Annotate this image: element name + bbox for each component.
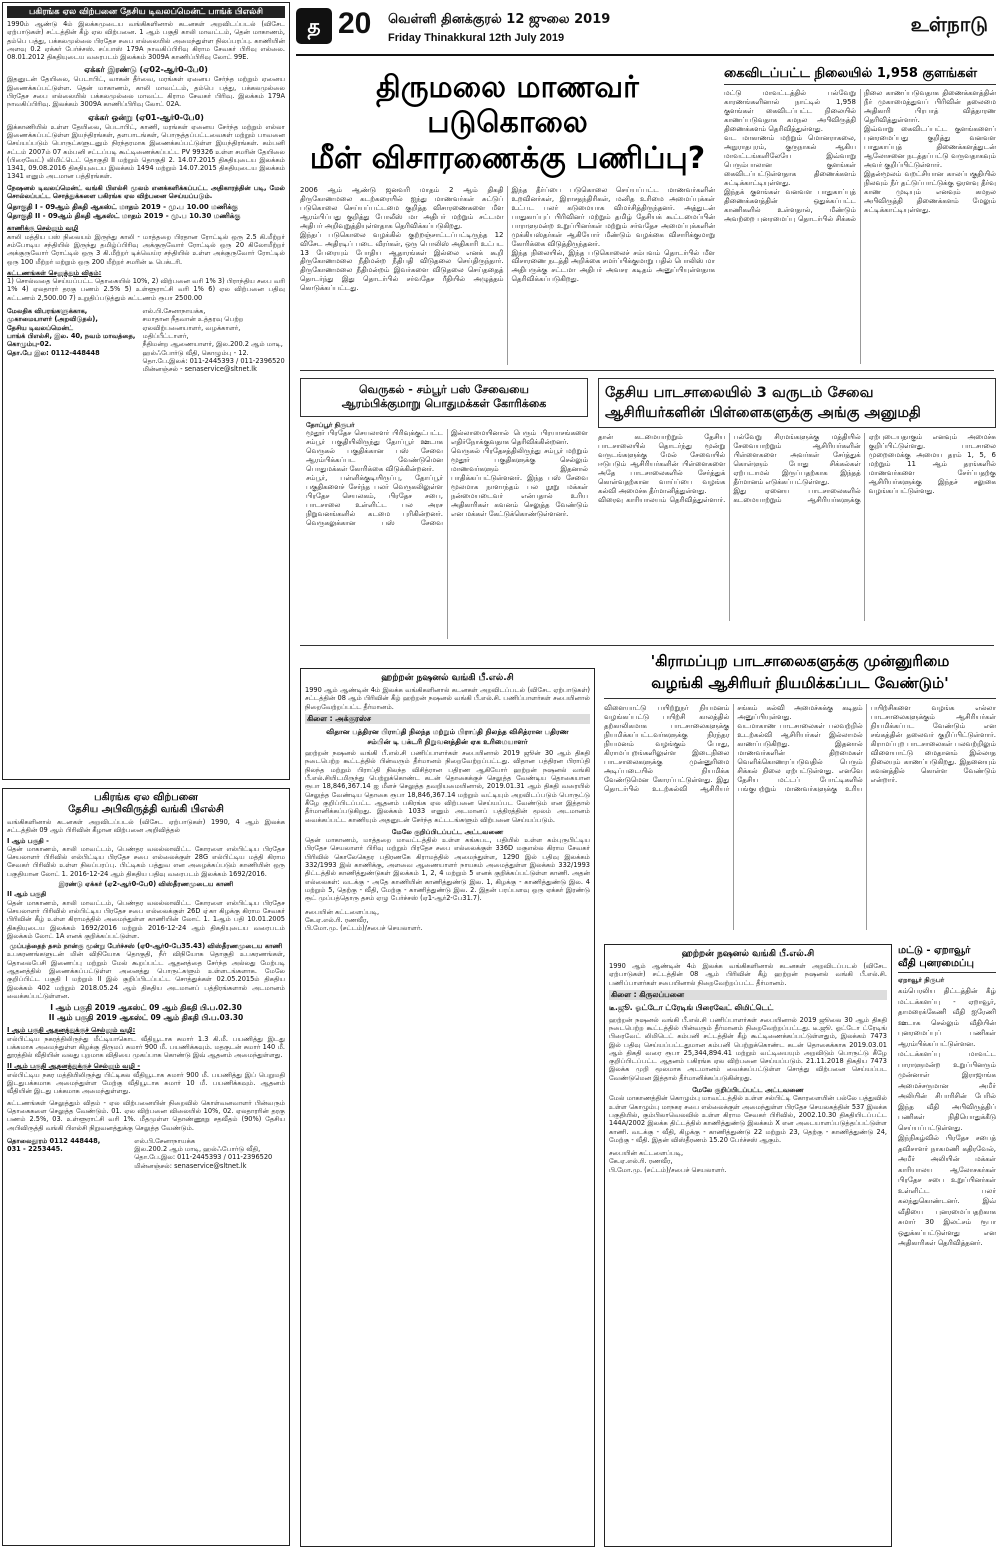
- notice-body: தென் மாகாணம், காலி மாவட்டம், பெண்தர வலல்லாவிட்ட கோரளை எல்பிட்டிய பிரதேச செயலாளர் பிரிவில் எல்பிட்டிய பிரதேச சபை எல்லைக்குள் 28G எல்பிட்டிய மத்தி கிராம சேவகர் பிரிவில் உள்ள நிலப்பரப்பு. பிட்டிகம் பத்துவ என அழைக்கப்படும் காணியின் ஒரு பகுதியான லோட் 1. 2016-12-24 ஆம் திகதிய பதிவு வரைபடம் இலக்கம் 1692/2016.: [7, 844, 285, 878]
- road-body: கம்பெரலிய திட்டத்தின் கீழ் மட்டக்களப்பு - ஏறாவூர், தாமரைக்கேணி வீதி ஐரேணி ஊடாக செல்லும் வீதியின் புனரமைப்புப் பணிகள் ஆரம்பிக்கப்பட்டுள்ளன. மட்டக்களப்பு மாவட்ட பாராளுமன்ற உறுப்பினரும் முன்னாள் இராஜாங்க அமைச்சருமான அமீர் அலியின் சிபாரிசின் பேரில் இந்த வீதி அபிவிருத்திப் பணிகள் நிதியொதுக்கீடு செய்யப்பட்டுள்ளது. இந்நிகழ்வில் பிரதேச சபைத் தவிசாளர் நாகமணி கதிரவேல், அமீர் அலியின் மக்கள் காரியாலய ஆலோசகர்கள் பிரதேச சபை உறுப்பினர்கள் உள்ளிட்ட பலர் கலந்துகொண்டனர். இவ் வீதியை புனரமைப்பதற்காக சுமார் 30 இலட்சம் ரூபா ஒதுக்கப்பட்டுள்ளது என அதிகாரிகள் தெரிவித்தனர்.: [898, 987, 996, 1248]
- teacher-body: தான் கடமையாற்றும் தேசிய பாடசாலையில் தொடர்ந்து மூன்று வருடங்களுக்கு மேல் சேவையில் ஈடுபடும் ஆசிரியர்களின் பிள்ளைகளை அதே பாடசாலைகளில் சேர்த்துக் கொள்வதற்கான வாய்ப்பை வழங்க கல்வி அமைச்சு தீர்மானித்துள்ளது. விரைவு காரியாலயம் தெரிவித்துள்ளார். பல்வேறு சிரமங்களுக்கு மத்தியில் சேவையாற்றும் ஆசிரியர்களின் பிள்ளைகளை அவர்கள் சேர்த்துக் கொள்ளும் போது சிக்கல்கள் ஏற்படாமல் இருப்பதற்காக இந்தத் தீர்மானம் எடுக்கப்பட்டுள்ளது. இது ஏனைய பாடசாலைகளில் கடமையாற்றும் ஆசிரியர்களுக்கு ஏற்புடையதாகும் எனவும் அமைச்சு குறிப்பிட்டுள்ளது. பாடசாலை முறைமைக்கு அமைய தரம் 1, 5, 6 மற்றும் 11 ஆம் தரங்களில் மாணவர்களை சேர்ப்பதற்கு ஆசிரியர்களுக்கு இந்தச் சலுகை வழங்கப்பட்டுள்ளது.: [598, 433, 996, 504]
- divider: [300, 370, 994, 371]
- lead-headline: திருமலை மாணவர் படுகொலை மீள் விசாரணைக்கு பணிப்பு?: [309, 70, 706, 176]
- road-headline: மட்டு - ஏறாவூர் வீதி புனரமைப்பு: [898, 944, 996, 973]
- notice-body: உபகரணங்களுடன் மின் விநியோக தொகுதி, நீர் விநியோக தொகுதி உபகரணங்கள், தொலைபேசி இணைப்பு மற்றும் மேல் கூறப்பட்ட ஆதனத்தை சேர்ந்த அல்லது மேற்படி ஆதனத்தில் இணைக்கப்பட்டுள்ள அனைத்து பொருட்களும் உள்ளடங்களாக. மேலே குறிப்பிட்ட பகுதி I மற்றும் II இல் குறிப்பிடப்பட்ட சொத்துக்கள் 02.05.2015ம் திகதிய இலக்கம் 402 மற்றும் 2018.05.24 ஆம் திகதிய அடமானப் பத்திரங்களால் அடமானம் வைக்கப்பட்டுள்ளன.: [7, 950, 285, 1000]
- notice-body: இதனுடன் தேயிலை, பெடாபிட், வாகன் தீர்வை, மரங்கள் ஏனைய சேர்ந்த மற்றும் ஏனைய இணைக்கப்பட்டுள்ள. தென் மாகாணம், காலி மாவட்டம், தம்பெ பத்து, பக்கலமுல்லை பிரதேச சபை எல்லையில் பக்கலமுல்லை மாவட்ட கிராம சேவகர் பிரிவு. இலக்கம் 179A நாவகிப்பிரிவு. இலக்கம் 3009A காணிப்பிரிவு லோட் 02A.: [7, 75, 285, 109]
- directions: எல்பிட்டிய நகர மத்தியிலிருந்து பிட்டிகல வீதியூடாக சுமார் 900 மீ. பயணித்து இப் பெறுமதி இடதுபக்கமாக அமைந்துள்ள மேற்கு வீதியூடாக சுமார் 10 மீ. பயணிக்கவும். ஆதனம் வீதியின் இடது பக்கமாக அமைந்துள்ளது.: [7, 1070, 285, 1096]
- branch-label: கிளை : கிருலப்பனை: [609, 990, 887, 1000]
- signature-block: சபையின் கட்டளைப்படி, கே.ஏ.எல்.ரி. ரணவீர, பி.மோ.மு. (சட்டம்)/சபைச் செயலாளர்.: [305, 907, 423, 933]
- notice-body: தென் மாகாணம், காலி மாவட்டம், பெண்தர வலல்லாவிட்ட கோரளை எல்பிட்டிய பிரதேச செயலாளர் பிரிவில் எல்பிட்டிய பிரதேச சபை எல்லைக்குள் 26D ஏ்கா கிழக்கு கிராம சேவகர் பிரிவின் கீழ் உள்ள கிராமத்தில் அமைந்துள்ள காணியின் லோட் 1. 1ஆம் பதி 10.01.2005 திகதியுடைய இலக்கம் 1692/2016 மற்றும் 2016-12-24 ஆம் திகதியுடைய வரைபடம் இலக்கம் லோட் 1A எனக் குறிக்கப்பட்டுள்ள.: [7, 898, 285, 940]
- auction-dates: தொகுதி I - 09ஆம் திகதி ஆகஸ்ட் மாதம் 2019 - மு.ப 10.00 மணிக்கு தொகுதி II - 09ஆம் திகதி ஆகஸ்ட் மாதம் 2019 - மு.ப 10.30 மணிக்கு: [7, 203, 241, 221]
- newspaper-logo: த: [296, 8, 332, 44]
- notice-body: இக்காணியில் உள்ள தேயிலை, பெடாபிட், காணி, மரங்கள் ஏனைய சேர்ந்த மற்றும் எல்லா இணைக்கப்பட்டுள்ள இயந்திரங்கள், தளபாடங்கள், பொருத்தப்பட்டவைகள் மற்றும் பாவனை செய்யப்படும் பொருட்களுடனும் நிரந்தரமாக இணைக்கப்பட்டுள்ள இயந்திரங்கள். கம்பனி சட்டம் 2007ம் 07 கம்பனி சட்டப்படி கூட்டிணைக்கப்பட்ட PV 99326 உள்ள சமரின் தேயிலை (பிரைவேட்) லிமிட்டெட் தொகுதி II மற்றும் தொகுதி 2. 14.07.2015 திகதியுடைய இலக்கம் 1341, 09.08.2016 திகதியுடைய இலக்கம் 1494 மற்றும் 14.07.2015 திகதியுடைய இலக்கம் 1341 எனும் அடமான பத்திரங்கள்.: [7, 122, 285, 181]
- byline: தோப்பூர் நிருபர்: [306, 420, 355, 429]
- teacher-story: [598, 378, 996, 640]
- borrower-title: விதான பத்திரன பிராப்தி நிலந்த மற்றும் பிராப்தி நிலந்த விசித்ரான பதிரண சம்பின் டி பக்டரி நிறுவனத்தின் ஏக உரிமையாளர்: [326, 727, 569, 746]
- part-label: I ஆம் பகுதி -: [7, 836, 49, 845]
- part-label: II ஆம் பகுதி: [7, 890, 47, 899]
- bus-body: மூதூர் பிரதேச செயலாளர் பிரிவுக்குட்பட்ட சம்பூர் பகுதியிலிருந்து தோப்பூர் ஊடாக வெருகல் பகுதிக்கான பஸ் சேவை ஆரம்பிக்கப்பட வேண்டுமென பொதுமக்கள் கோரிக்கை விடுக்கின்றனர். சம்பூர், பள்ளிக்குடியிருப்பு, தோப்பூர் பகுதிகளைச் சேர்ந்த பலர் வெருகலிலுள்ள பிரதேச செயலகம், பிரதேச சபை, பாடசாலை உள்ளிட்ட பல அரச நிறுவனங்களில் கடமை புரிகின்றனர். வெருகலுக்கான பஸ் சேவை இல்லாமையினால் பெரும் பிரயாசங்களை எதிர்நோக்குவதாக தெரிவிக்கின்றனர். வெருகல் பிரதேசத்திலிருந்து சம்பூர் மற்றும் மூதூர் பகுதிகளுக்கு செல்லும் மாணவர்களும் இதனால் பாதிக்கப்பட்டுள்ளனர். இந்த பஸ் சேவை மூலமாக நாளாந்தம் பல நூறு மக்கள் நன்மையடைவர் என்பதால் உரிய அதிகாரிகள் கவனம் செலுத்த வேண்டும் என மக்கள் கேட்டுக்கொண்டுள்ளனர்.: [306, 428, 588, 527]
- notice-body: 1990ம் ஆண்டு 4ம் இலக்கமுடைய வங்கிகளினால் கடனகள் அறவிடப்படல் (விசேட ஏற்பாடுகள்) சட்டத்தின் கீழ் ஏல விற்பனை. 1 ஆம் பகுதி காலி மாவட்டம், தென் மாகாணம், தம்பெ பத்து, பக்கலமுல்லை பிரதேச சபை எல்லையில் அமைந்துள்ள நிலப்பரப்பு. காணியின் அளவு 0.2 ஏக்கர் பேர்ச்சஸ். சப்பாஸ் 179A நாவகிப்பிரிவு கிராம சேவகர் பிரிவு எல்லை. 08.01.2012 திகதியுடைய வரைபடம் இலக்கம் 3009A காணிப்பிரிவு லோட் 99E.: [7, 20, 285, 62]
- divider: [300, 645, 994, 646]
- schedule-title: மேலே குறிப்பிடப்பட்ட அட்டவணை: [391, 827, 504, 836]
- rural-school-story: [604, 650, 996, 938]
- payment-terms: கட்டணங்கள் செலுத்தும் விதம் - ஏல விற்பனையின் நிறைவில் கொள்வனவாளர் பின்வரும் தொகைகளை செலுத்த வேண்டும். 01. ஏல விற்பனை விலையில் 10%, 02. ஏலதாரரின் தரகு பணம் 2.5%, 03. உள்ளூராட்சி வரி 1%. மீதமுள்ள தொண்ணூறு சதவீதம் (90%) தேசிய அபிவிருத்தி வங்கி பிஎல்சி நிறுவனத்துக்கு செலுத்த வேண்டும்.: [7, 1098, 285, 1132]
- contact-bank: தொலைதூரம் 0112 448448, 031 - 2253445.: [7, 1136, 101, 1154]
- notice-body: ஹற்றன் நஷனல் வங்கி பீ.எல்.சி பணிப்பாளர்கள் சபையினால் 2019 ஜூன் 30 ஆம் திகதி நடைபெற்ற கூட்டத்தில் பின்வரும் தீர்மானம் நிறைவேற்றப்பட்டது. விதான பத்திரன பிராப்தி நிலந்த மற்றும் பிராப்தி நிலந்த விசித்ரான பதிரண ஆகியோர் ஹற்றன் நஷனல் வங்கி பீ.எல்.சியிடமிருந்து பெற்றுக்கொண்ட கடன் தொகைக்குச் செலுத்த வேண்டிய தொகையான ரூபா 18,846,367.14 ஐ மீளச் செலுத்த தவறியமையினால், 2019.01.31 ஆம் திகதி வரையில் செலுத்த வேண்டிய தொகை ரூபா 18,846,367.14 மற்றும் வட்டியும் அறவிடப்படும் பொருட்டு கீழே குறிப்பிடப்பட்ட ஆதனம் பகிரங்க ஏல விற்பனை செய்யப்பட வேண்டும் என இத்தால் தீர்மானிக்கப்படுகிறது. இலக்கம் 1033 எனும் அடமானப் பத்திரத்தின் மூலம் அடமானம் வைக்கப்பட்ட காணியும் அதனுடன் சேர்ந்த கட்டடங்களும் விற்பனை செய்யப்படும்.: [305, 749, 590, 824]
- directions: எல்பிட்டிய நகரத்திலிருந்து மீட்டியாகொட வீதியூடாக சுமார் 1.3 கி.மீ. பயணித்து இடது பக்கமாக அமைந்துள்ள கிழக்கு திருமப் சுமார் 900 மீ. பயணிக்கவும். மதகுடன் சுமார் 140 மீ. தூரத்தில் வீதியின் வலது புறமாக விதியை முகப்பாக கொண்டு இவ் ஆதனம் அமைந்துள்ளது.: [7, 1034, 285, 1060]
- page-header: [296, 6, 994, 54]
- notice-subheading: முப்பத்தைந் தசம் நான்கு மூன்று பேர்ச்சஸ் (ஏ0-ஆர்0-பே35.43) விஸ்தீரணமுடைய காணி: [9, 942, 283, 951]
- auction-notice-ndb: [2, 2, 290, 780]
- auction-dates: I ஆம் பகுதி 2019 ஆகஸ்ட் 09 ஆம் திகதி பி.ப.02.30 II ஆம் பகுதி 2019 ஆகஸ்ட் 09 ஆம் திகதி பி.ப.03.30: [48, 1003, 244, 1023]
- notice-intro: வங்கிகளினால் கடனகள் அறவிடப்படல் (விசேட ஏற்பாடுகள்) 1990, 4 ஆம் இலக்க சட்டத்தின் 09 ஆம் பிரிவின் கீழான விற்பனை அறிவித்தல்: [7, 818, 285, 835]
- notice-subheading: ஏக்கர் ஒன்று (ஏ01-ஆர்0-பே0): [88, 112, 204, 122]
- notice-body: ஹற்றன் நஷனல் வங்கி பீ.எல்.சி பணிப்பாளர்கள் சபையினால் 2019 ஜூலை 30 ஆம் திகதி நடைபெற்ற கூட்டத்தில் பின்வரும் தீர்மானம் நிறைவேற்றப்பட்டது. டீ.ஜூ. ஓட்டோ ட்ரேடிங் பிரைவேட் லிமிடெட் கம்பனி சட்டத்தின் கீழ் கூட்டிணைக்கப்பட்டுள்ளதும், இலக்கம் 7473 இல் பதிவு செய்யப்பட்டதுமான கம்பனி பெற்றுக்கொண்ட கடன் தொகைக்காக 2019.03.01 ஆம் திகதி வரை ரூபா 25,344,894.41 மற்றும் வட்டியையும் அறவிடும் பொருட்டு கீழே குறிப்பிடப்பட்ட ஆதனம் பகிரங்க ஏல விற்பனை செய்யப்படும். 21.11.2018 திகதிய 7473 இலக்க முறி மூலமாக அடமானம் வைக்கப்பட்டுள்ள சொத்து விற்பனை செய்யப்பட வேண்டுமென இத்தால் தீர்மானிக்கப்படுகின்றது.: [609, 1015, 887, 1082]
- notice-subheading: இரண்டு ஏக்கர் (ஏ2-ஆர்0-பே0) விஸ்தீரணமுடைய காணி: [58, 880, 234, 889]
- contact-auctioneer: எல்.பி.சேனாநாயக்க, சமாதான நீதவான் உத்தரவு பெற்ற ஏலவிற்பனையாளர், வழக்காளர், மதிப்பீட்டாளர், நீதிமன்ற ஆணையாளர், இல.200.2 ஆம் மாடி, ஹல்ஃபோர்டு வீதி, கொழும்பு - 12. தொ.பே.இலக்: 011-2445393 / 011-2396520 மின்னஞ்சல் - senaservice@sltnet.lk: [142, 307, 285, 374]
- lead-story: [300, 70, 715, 365]
- bank-name: ஹற்றன் நஷனல் வங்கி பீ.எல்.சி: [681, 949, 815, 959]
- notice-subheading: காணிக்கு செல்லும் வழி: [7, 224, 79, 233]
- teacher-headline: தேசிய பாடசாலையில் 3 வருடம் சேவை ஆசிரியர்களின் பிள்ளைகளுக்கு அங்கு அனுமதி: [598, 378, 996, 428]
- notice-subheading: I ஆம் பகுதி ஆதனத்துக்குச் செல்லும் வழி:: [7, 1026, 136, 1035]
- schedule-body: தென் மாகாணம், மாத்தறை மாவட்டத்தில் உள்ள கங்கபட, பதியில் உள்ள கம்புருபிட்டிய பிரதேச செயலாளர் பிரிவு மற்றும் பிரதேச சபை எல்லைக்குள் 336D மகுஎல்ல கிராம சேவகர் பிரிவில் கொலேகெதர பதிரணகே கிராமத்தில் அமைந்துள்ள, 1290 இல் பதிவு இலக்கம் 332/1993 இல் காணிக்கு, அளவை ஆணையாளர் நாயகம் அமைத்துள்ள இலக்கம் 332/1993 திட்டத்தில் காணித்துண்டுகள் இலக்கம் 1, 2, 4 மற்றும் 5 எனக் குறிக்கப்பட்டுள்ள காணி. அதன் எல்லைகள்: வடக்கு - அதே காணியின் காணித்துண்டு இல. 1, கிழக்கு - காணித்துண்டு இல. 4 மற்றும் 5, தெற்கு - வீதி, மேற்கு - காணித்துண்டு இல. 2. இதன் பரப்பளவு ஒரு ஏக்கர் இரண்டு ரூட் முப்பத்தொரு தசம் ஏழு பேர்ச்சஸ் (ஏ1-ஆர்2-பே31.7).: [305, 836, 590, 903]
- notice-title: பகிரங்க ஏல விற்பனை தேசிய அபிவிருத்தி வங்கி பிஎல்சி: [68, 792, 224, 815]
- tanks-story: [724, 66, 996, 366]
- directions: காலி மத்திய பஸ் நிலையம் இருந்து காலி - மாத்தறை பிரதான ரோட்டில் ஒரு 2.5 கி.மீற்றர் சம்போடிய சந்தியில் இருந்து தமிழ்ப்பிரிவு அக்குருவோர் ரோட்டில் ஒரு 20 கிலோமீற்றர் அக்குருவோர் ரோட்டில் ஒரு 3 கி.மீற்றர் டிக்வெய்ர சந்தியில் உள்ள அக்குருவோர் ரோட்டில் ஒரு 100 மீற்றர் மற்றும் ஒரு 200 மீற்றர் சமரின் டீ பெக்டரி.: [7, 232, 285, 266]
- notice-title: பகிரங்க ஏல விற்பனை தேசிய டிவலப்மென்ட் பாங்க் பிஎல்சி: [7, 6, 285, 18]
- notice-subheading: ஏக்கர் இரண்டு (ஏ02-ஆர்0-பே0): [84, 65, 208, 75]
- schedule-title: மேலே குறிப்பிடப்பட்ட அட்டவணை: [692, 1086, 804, 1095]
- notice-authority: நேஷனல் டிவலப்மென்ட் வங்கி பிஎல்சி மூலம் எனக்களிக்கப்பட்ட அதிகாரத்தின் படி, மேல் சொல்லப்பட்ட சொத்துக்களை பகிரங்க ஏல விற்பனை செய்யப்படும்.: [7, 183, 285, 201]
- tanks-body: மட்டு மாவட்டத்தில் பல்வேறு காரணங்களினால் நாட்டில் 1,958 குளங்கள் கைவிடப்பட்ட நிலையில் காணப்படுவதாக கமநல அபிவிருத்தி திணைக்களம் தெரிவித்துள்ளது. வட மாகாணம் மற்றும் மொனராகலை, அநுராதபுரம், குருநாகல் ஆகிய மாவட்டங்களிலேயே இவ்வாறு பெரும்பாலான குளங்கள் கைவிடப்பட்டுள்ளதாக திணைக்களம் சுட்டிக்காட்டியுள்ளது. இந்தக் குளங்கள் வனவள பாதுகாப்புத் திணைக்களத்தின் ஒதுக்கப்பட்ட காணிகளில் உள்ளதால், மீண்டும் அவற்றை புனரமைப்பு தொடர்பில் சிக்கல் நிலை காணப்படுவதாக திணைக்களத்தின் நீர் முகாமைத்துவப் பிரிவின் தலைமை அதிகாரி பிரபாத் வித்தாரண தெரிவித்துள்ளார். இவ்வாறு கைவிடப்பட்ட குளங்களைப் புனரமைப்பது குறித்து வனவள பாதுகாப்புத் திணைக்களத்துடன் ஆலோசனை நடத்தப்பட்டு வருவதாகவும் அவர் குறிப்பிட்டுள்ளார். இதன்மூலம் வறட்சியான காலப்பகுதியில் நிலவும் நீர் தட்டுப்பாட்டுக்கு ஓரளவு தீர்வு காண முடியும் எனவும் கமநல அபிவிருத்தி திணைக்களம் மேலும் சுட்டிக்காட்டியுள்ளது.: [724, 89, 996, 224]
- signature-block: சபையின் கட்டளைப்படி, கே.ஏ.எல்.ரி. ரணவீர, பி.மோ.மு. (சட்டம்)/சபைச் செயலாளர்.: [609, 1149, 727, 1174]
- contact-auctioneer: எல்.பி.சேனாநாயக்க இல.200.2 ஆம் மாடி, ஹல்ஃபோர்டு வீதி, தொ.பே.இல: 011-2445393 / 011-2396520 மின்னஞ்சல்: senaservice@sltnet.lk: [134, 1136, 273, 1170]
- payment-terms: 1) சொல்வதை செய்யப்பட்ட தொகையில் 10%, 2) விற்பனை வரி 1% 3) பிராந்திய சபை வரி 1% 4) ஏலதாரர் தரகு பணம் 2.5% 5) உள்ளூராட்சி வரி 1% 6) ஏல விற்பனை பதிவு கட்டணம் 2,500.00 7) உறுதிப்படுத்தும் கட்டணம் ரூபா 2500.00: [7, 277, 285, 302]
- bus-headline: வெருகல் - சம்பூர் பஸ் சேவையை ஆரம்பிக்குமாறு பொதுமக்கள் கோரிக்கை: [300, 378, 588, 417]
- page-number: 20: [338, 7, 372, 40]
- header-date-english: Friday Thinakkural 12th July 2019: [388, 32, 565, 44]
- tanks-headline: கைவிடப்பட்ட நிலையில் 1,958 குளங்கள்: [724, 66, 996, 85]
- notice-intro: 1990 ஆம் ஆண்டின் 4ம் இலக்க வங்கிகளினால் கடனகள் அறவிடப்படல் (விசேட ஏற்பாடுகள்) சட்டத்தின் 08 ஆம் பிரிவின் கீழ் ஹற்றன் நஷனல் வங்கி பீ.எல்.சி. பணிப்பாளர்கள் சபையினால் நிறைவேற்றப்பட்ட தீர்மானம்.: [609, 962, 887, 987]
- rural-headline: 'கிராமப்புற பாடசாலைகளுக்கு முன்னுரிமை வழங்கி ஆசிரியர் நியமிக்கப்பட வேண்டும்': [604, 650, 996, 699]
- header-date-tamil: வெள்ளி தினக்குரல் 12 ஜுலை 2019: [388, 12, 611, 27]
- lead-body: 2006 ஆம் ஆண்டு ஜனவரி மாதம் 2 ஆம் திகதி திருகோணமலை கடற்கரையில் ஐந்து மாணவர்கள் சுட்டுப் படுகொலை செய்யப்பட்டமை குறித்த விசாரணைகளை மீள ஆரம்பிப்பது குறித்து போலீஸ் மா அதிபர் மற்றும் சட்டமா அதிபர் அறிவுறுத்தியுள்ளதாக தெரிவிக்கப்படுகிறது. இந்தப் படுகொலை வழக்கில் குற்றஞ்சாட்டப்பட்டிருந்த 12 விசேட அதிரடிப் படை வீரர்கள், ஒரு பொலிஸ் அதிகாரி உட்பட 13 பேரையும் போதிய ஆதாரங்கள் இல்லை எனக் கூறி திருகோணமலை நீதிமன்ற நீதிபதி விடுதலை செய்திருந்தார். திருகோணமலை நீதிமன்றம் இவர்களை விடுதலை செய்ததைத் தொடர்ந்து இது தொடர்பில் சர்வதேச ரீதியில் அழுத்தம் கொடுக்கப்பட்டது. இந்த தீர்ப்பை படுகொலை செய்யப்பட்ட மாணவர்களின் உறவினர்கள், இராசதந்திரிகள், மனித உரிமை அமைப்புக்கள் உட்பட பலர் கடுமையாக விமர்சித்திருந்தனர். அத்துடன் பாதுகாப்புப் பிரிவினர் மற்றும் தமிழ் தேசியக் கூட்டமைப்பின் பாராளுமன்ற உறுப்பினர்கள் மற்றும் சர்வதேச அமைப்புக்களின் முக்கியஸ்தர்கள் ஆகியோர் மீண்டும் வழக்கை விசாரிக்குமாறு கோரிக்கை விடுத்திருந்தனர். இந்த நிலையில், இந்த படுகொலைச் சம்பவம் தொடர்பில் மீள விசாரணை நடத்தி அறிக்கை சமர்ப்பிக்குமாறு பதில் பொலிஸ் மா அதிபருக்கு சட்டமா அதிபர் அவசர கடிதம் அனுப்பியுள்ளதாக தெரிவிக்கப்படுகிறது.: [300, 186, 715, 293]
- notice-subheading: கட்டணங்கள் செலுத்தும் விதம்:: [7, 268, 102, 277]
- road-story: [898, 944, 996, 1547]
- byline: ஏறாவூர் நிருபர்: [898, 976, 945, 984]
- bus-story: [300, 378, 588, 640]
- notice-intro: 1990 ஆம் ஆண்டின் 4ம் இலக்க வங்கிகளினால் கடனகள் அறவிடப்படல் (விசேட ஏற்பாடுகள்) சட்டத்தின் 08 ஆம் பிரிவின் கீழ் ஹற்றன் நஷனல் வங்கி பீ.எல்.சி. பணிப்பாளர்கள் சபையினால் நிறைவேற்றப்பட்ட தீர்மானம்.: [305, 686, 590, 711]
- header-rule: [296, 54, 994, 56]
- branch-label: கிளை : அக்குரஸ்ச: [305, 714, 590, 724]
- hatton-notice-kirulapone: [604, 944, 892, 1547]
- schedule-body: மேல் மாகாணத்தின் கொழும்பு மாவட்டத்தில் உள்ள சல்பிட்டி கோரளையின் பல்லே பத்துவில் உள்ள கொழும்பு மாநகர சபை எல்லைக்குள் அமைந்துள்ள பிரதேச செயலகத்தின் 537 இலக்க பகுதியில், கும்பிலாவெலவில் உள்ள கிராம சேவகர் பிரிவில், 2002.10.30 திகதியிடப்பட்ட 144A/2002 இலக்க திட்டத்தில் காணித்துண்டு இலக்கம் X என அடையாளப்படுத்தப்பட்டுள்ள காணி. வடக்கு - வீதி, கிழக்கு - காணித்துண்டு 22 மற்றும் 23, தெற்கு - காணித்துண்டு 24, மேற்கு - வீதி. இதன் விஸ்தீரணம் 15.20 பேர்ச்சஸ் ஆகும்.: [609, 1094, 887, 1144]
- notice-subheading: II ஆம் பகுதி ஆதனத்துக்குச் செல்லும் வழி -: [7, 1062, 141, 1071]
- hatton-notice-akuressa: [300, 668, 595, 1547]
- bank-name: ஹற்றன் நஷனல் வங்கி பீ.எல்.சி: [381, 673, 514, 683]
- auction-notice-ndb-2: [2, 788, 290, 1546]
- borrower-title: டீ.ஜூ. ஓட்டோ ட்ரேடிங் பிரைவேட் லிமிட்டெட்: [609, 1003, 774, 1013]
- section-title: உள்நாடு: [910, 12, 988, 36]
- rural-body: விளையாட்டு பயிற்றுநர் நியமனம் வழங்கப்பட்டு பயிற்சி காலத்தில் தற்காலிகமாக பாடசாலைகளுக்கு நியமிக்கப்பட்டவர்களுக்கு நிரந்தர நியமனம் வழங்கும் போது, கிராமப்புறங்களிலுள்ள இடைநிலை பாடசாலைகளுக்கு முன்னுரிமை அடிப்படையில் நியமிக்க வேண்டுமென கோரப்பட்டுள்ளது. இது தொடர்பில் உடற்கல்வி ஆசிரியர் சங்கம் கல்வி அமைச்சுக்கு கடிதம் அனுப்பியுள்ளது. வடமாகாண பாடசாலைகள் பலவற்றில் உடற்கல்வி ஆசிரியர்கள் இல்லாமல் காணப்படுகிறது. இதனால் மாணவர்களின் திறமைகள் வெளிக்கொணரப்படுவதில் பெரும் சிக்கல் நிலை ஏற்பட்டுள்ளது. எனவே தேசிய மட்டப் போட்டிகளில் பங்குபற்றும் மாணவர்களுக்கு உரிய பயிற்சிகளை வழங்க எல்லா பாடசாலைகளுக்கும் ஆசிரியர்கள் நியமிக்கப்பட வேண்டும் என சங்கத்தின் தலைவர் குறிப்பிட்டுள்ளார். கிராமப்புற பாடசாலைகள் பலவற்றிலும் விளையாட்டு மைதானம் இல்லாத நிலையும் காணப்படுகிறது. இதனையும் கவனத்தில் கொள்ள வேண்டும் என்றார்.: [604, 704, 996, 793]
- contact-bank: மேலதிக விபரங்களுக்காக, முகாமையாளர் (அறவிடுதல்), தேசிய டிவலப்மென்ட் பாங்க் பிஎல்சி, இல. 40, நவம் மாவத்தை, கொழும்பு-02. தொ.பே இல: 0112-448448: [7, 307, 136, 357]
